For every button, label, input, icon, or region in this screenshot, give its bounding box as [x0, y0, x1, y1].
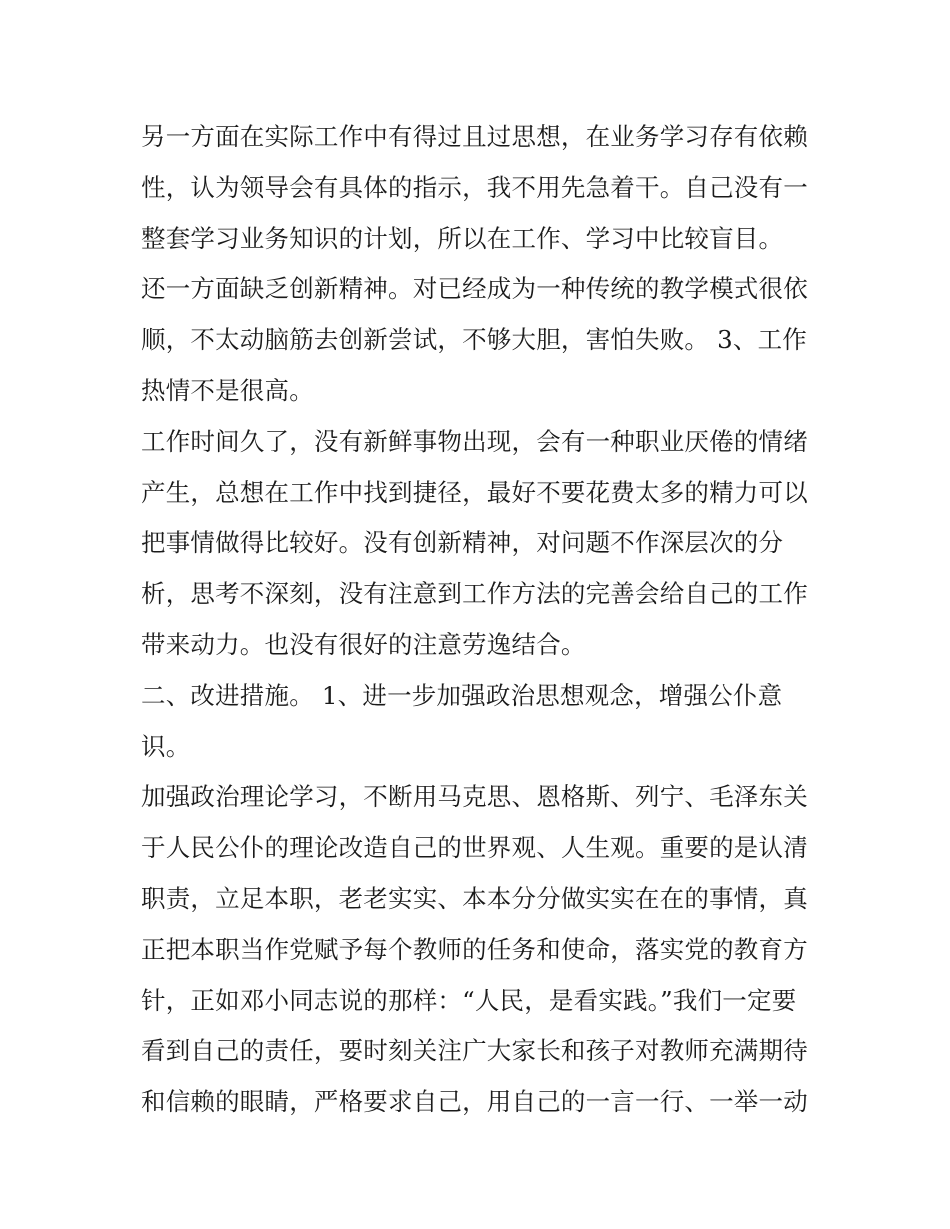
text-line: 析，思考不深刻，没有注意到工作方法的完善会给自己的工作	[141, 579, 808, 609]
text-line: 热情不是很高。	[141, 375, 314, 405]
text-line: 把事情做得比较好。没有创新精神，对问题不作深层次的分	[141, 528, 784, 558]
text-line: 还一方面缺乏创新精神。对已经成为一种传统的教学模式很依	[141, 274, 808, 304]
text-line: 性，认为领导会有具体的指示，我不用先急着干。自己没有一	[141, 172, 808, 202]
text-line: 正把本职当作党赋予每个教师的任务和使命，落实党的教育方	[141, 934, 808, 964]
text-line: 看到自己的责任，要时刻关注广大家长和孩子对教师充满期待	[141, 1036, 808, 1066]
document-body	[141, 112, 816, 1128]
text-line: 针，正如邓小同志说的那样：“人民，是看实践。”我们一定要	[141, 985, 797, 1015]
text-line: 带来动力。也没有很好的注意劳逸结合。	[141, 629, 586, 659]
text-line: 产生，总想在工作中找到捷径，最好不要花费太多的精力可以	[141, 477, 808, 507]
text-line: 加强政治理论学习，不断用马克思、恩格斯、列宁、毛泽东关	[141, 782, 808, 812]
text-line: 于人民公仆的理论改造自己的世界观、人生观。重要的是认清	[141, 833, 808, 863]
text-line: 工作时间久了，没有新鲜事物出现，会有一种职业厌倦的情绪	[141, 426, 808, 456]
text-line: 另一方面在实际工作中有得过且过思想，在业务学习存有依赖	[141, 122, 808, 151]
text-line: 和信赖的眼睛，严格要求自己，用自己的一言一行、一举一动	[141, 1087, 808, 1117]
text-line: 识。	[141, 731, 191, 761]
text-line: 职责，立足本职，老老实实、本本分分做实实在在的事情，真	[141, 883, 808, 913]
text-line: 顺，不太动脑筋去创新尝试，不够大胆，害怕失败。 3、工作	[141, 325, 807, 355]
text-line: 二、改进措施。 1、进一步加强政治思想观念，增强公仆意	[141, 680, 783, 710]
text-line: 整套学习业务知识的计划，所以在工作、学习中比较盲目。	[141, 223, 784, 253]
